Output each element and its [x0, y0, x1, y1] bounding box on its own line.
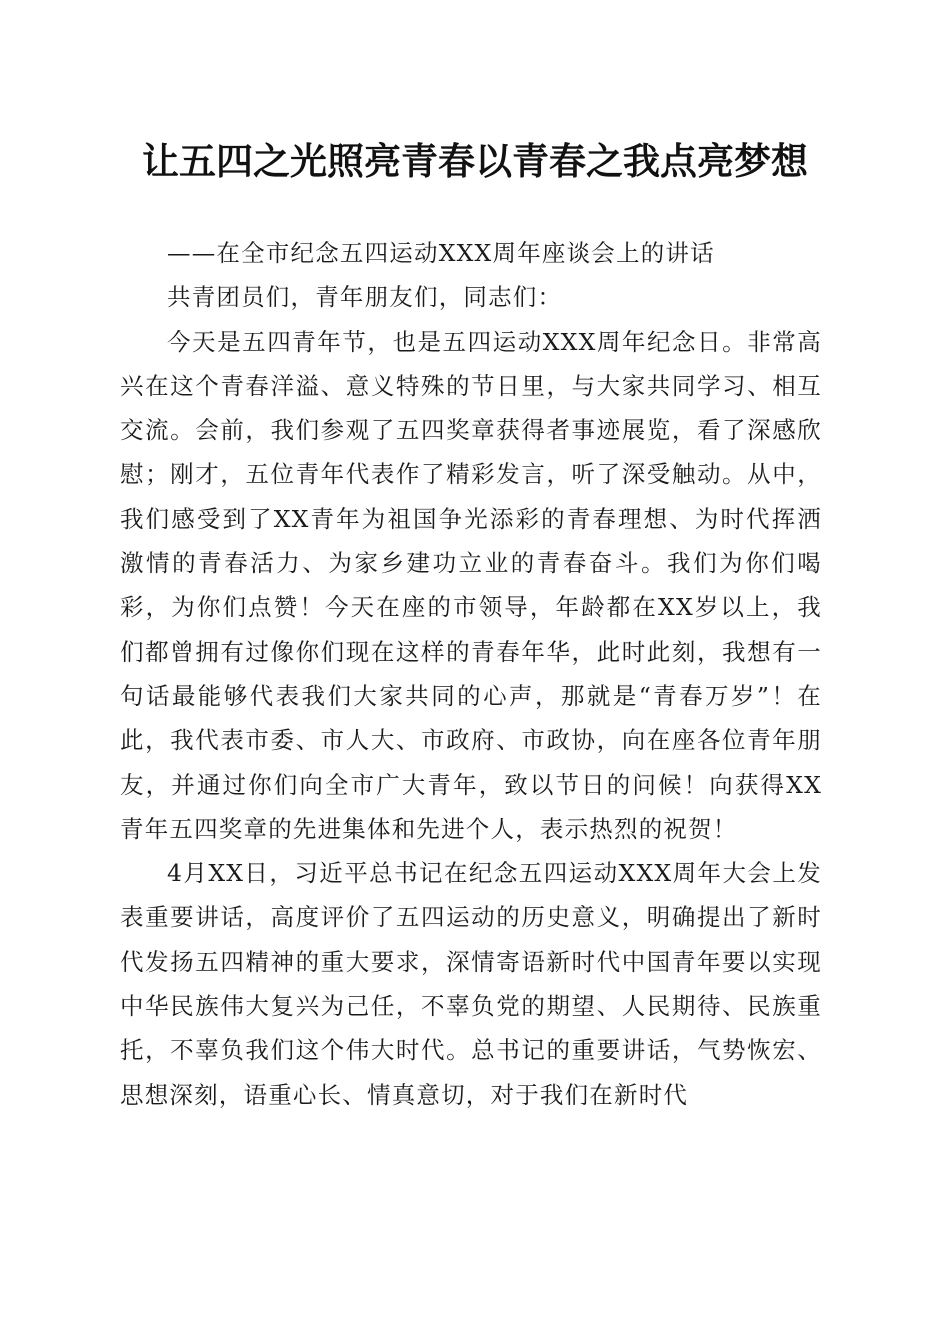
subtitle: ——在全市纪念五四运动XXX周年座谈会上的讲话	[167, 239, 715, 267]
document-body	[120, 231, 822, 1117]
paragraph: 今天是五四青年节，也是五四运动XXX周年纪念日。非常高兴在这个青春洋溢、意义特殊的节日里，与大家共同学习、相互交流。会前，我们参观了五四奖章获得者事迹展览，看了深感欣慰；刚才，五位青年代表作了精彩发言，听了深受触动。从中，我们感受到了XX青年为祖国争光添彩的青春理想、为时代挥洒激情的青春活力、为家乡建功立业的青春奋斗。我们为你们喝彩，为你们点赞！今天在座的市领导，年龄都在XX岁以上，我们都曾拥有过像你们现在这样的青春年华，此时此刻，我想有一句话最能够代表我们大家共同的心声，那就是“青春万岁”！在此，我代表市委、市人大、市政府、市政协，向在座各位青年朋友，并通过你们向全市广大青年，致以节日的问候！向获得XX青年五四奖章的先进集体和先进个人，表示热烈的祝贺！	[120, 327, 822, 843]
salutation: 共青团员们，青年朋友们，同志们：	[167, 283, 563, 312]
paragraph: 4月XX日，习近平总书记在纪念五四运动XXX周年大会上发表重要讲话，高度评价了五四运动的历史意义，明确提出了新时代发扬五四精神的重大要求，深情寄语新时代中国青年要以实现中华民族伟大复兴为己任，不辜负党的期望、人民期待、民族重托，不辜负我们这个伟大时代。总书记的重要讲话，气势恢宏、思想深刻，语重心长、情真意切，对于我们在新时代	[120, 859, 822, 1109]
document-title: 让五四之光照亮青春以青春之我点亮梦想	[142, 139, 808, 183]
